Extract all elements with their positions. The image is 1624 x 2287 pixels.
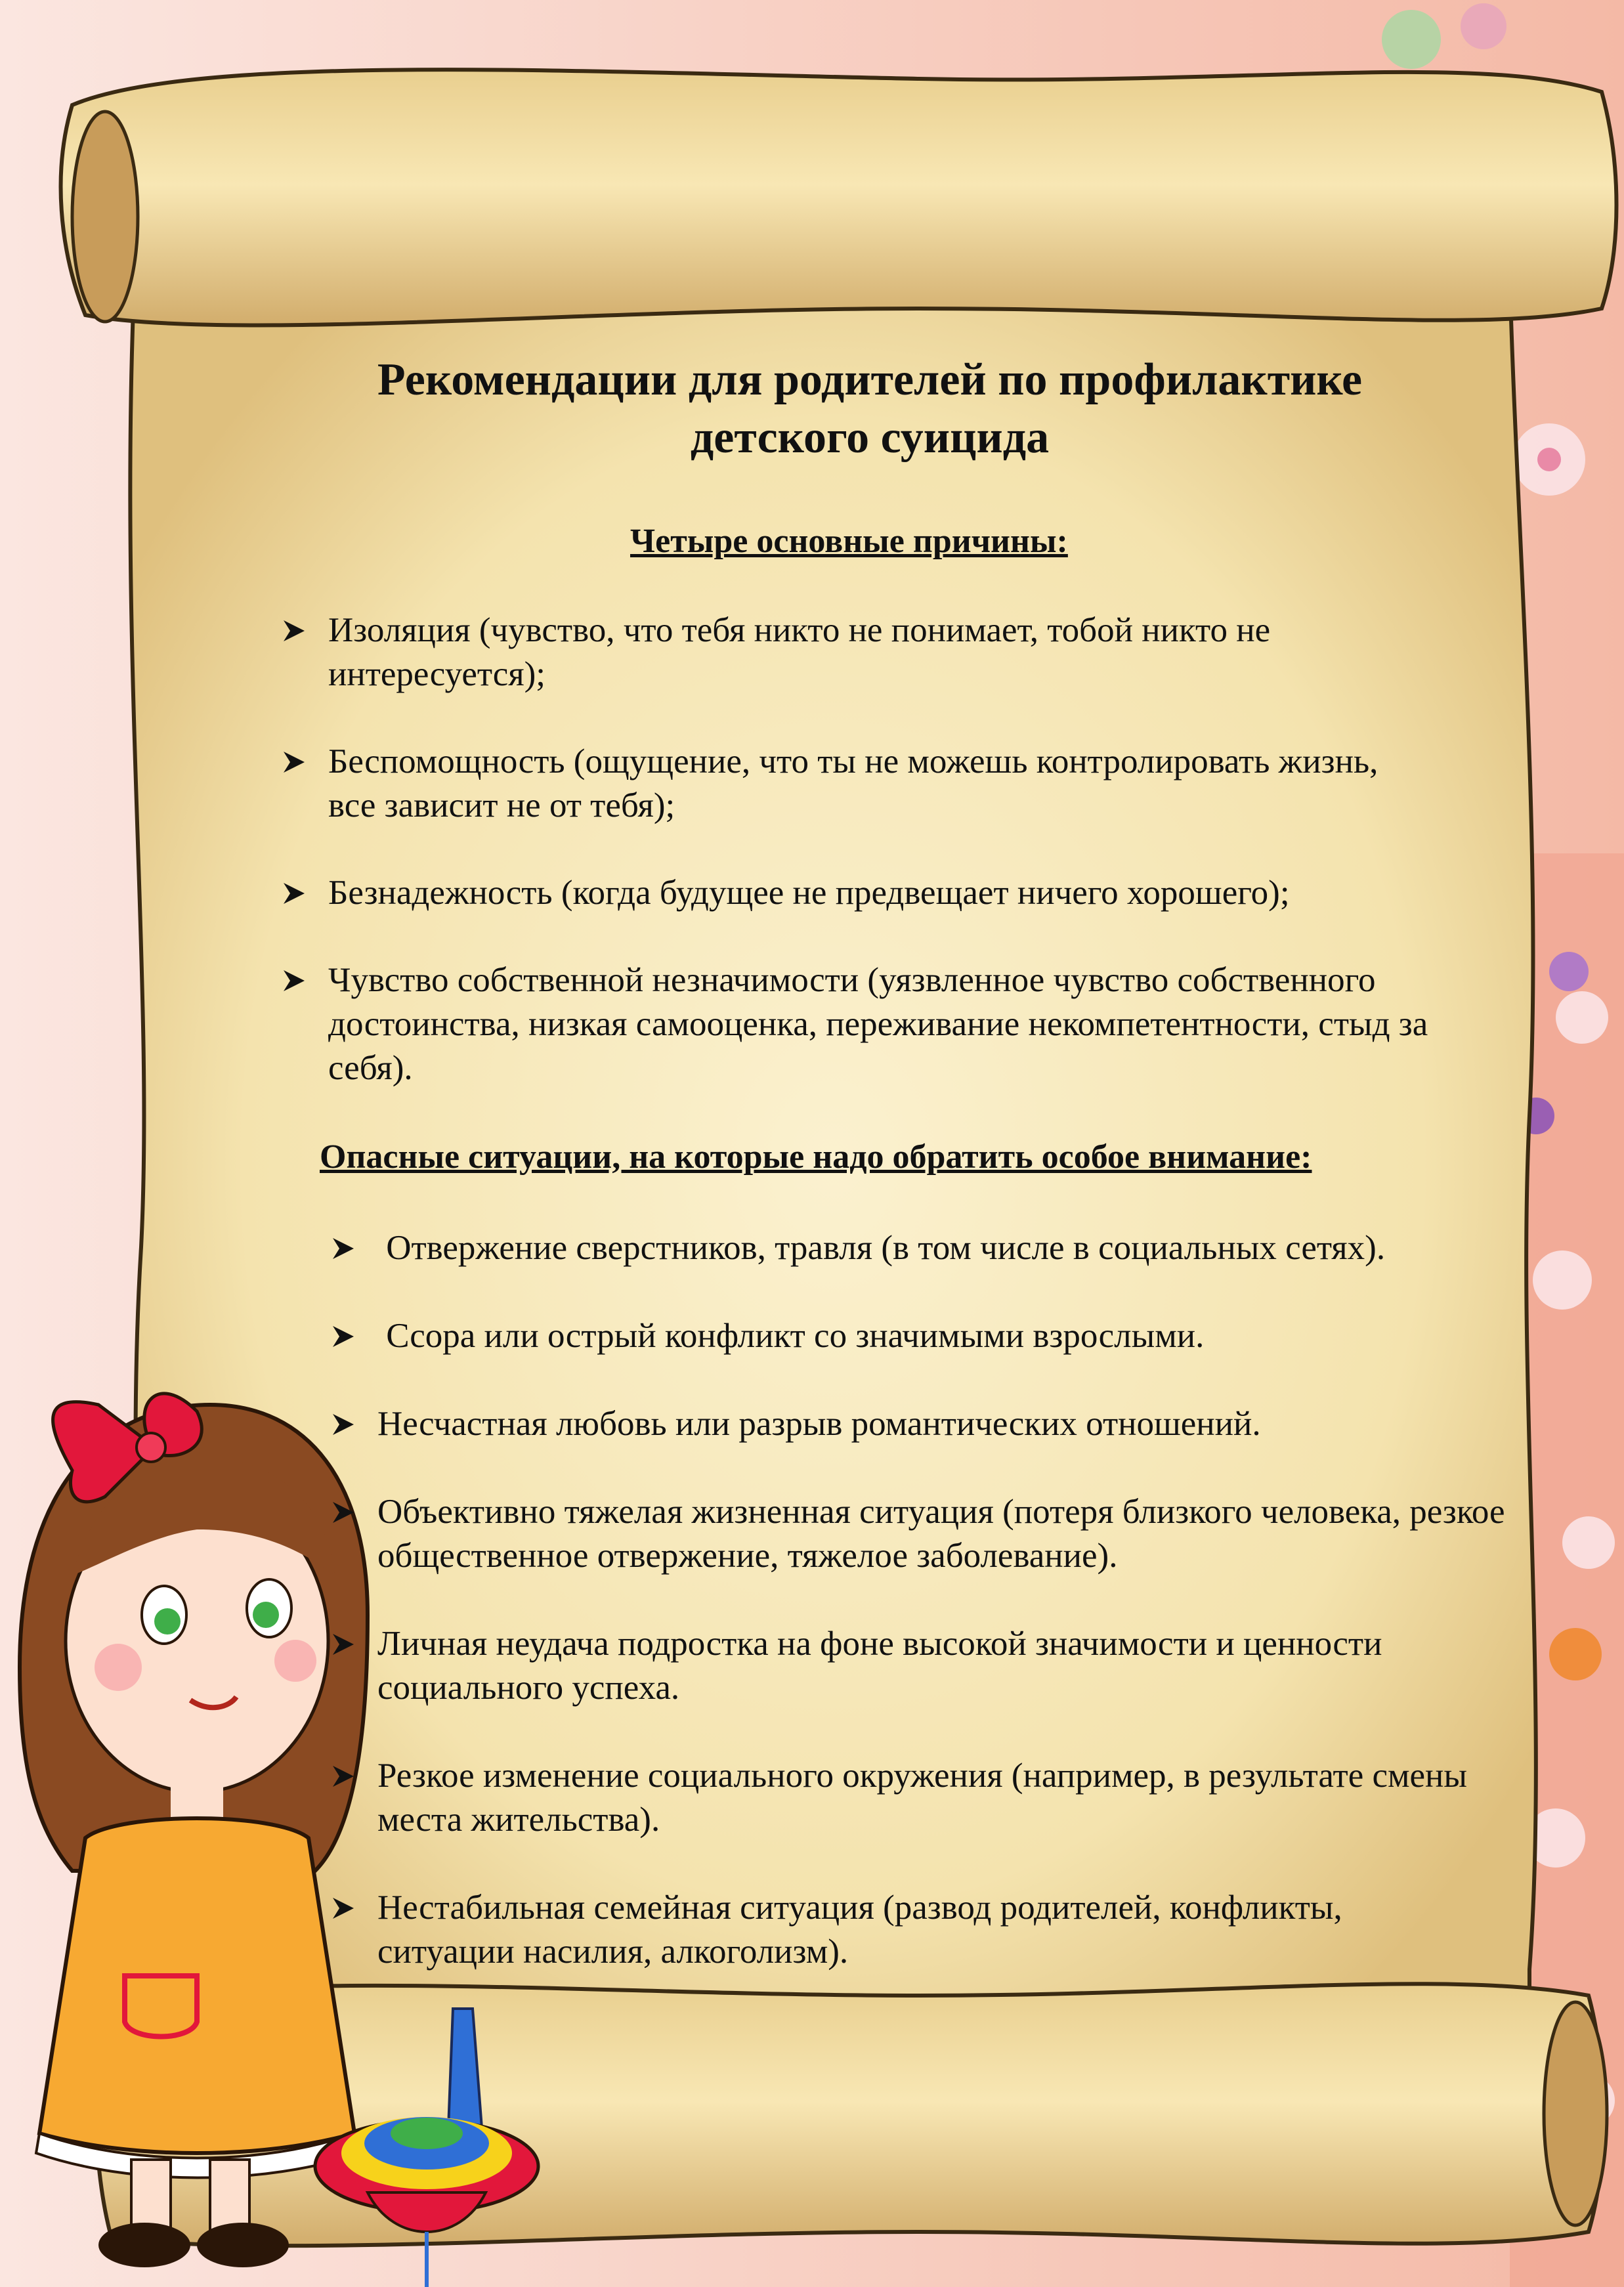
arrow-bullet-icon xyxy=(330,1895,356,1921)
list-item-text: Беспомощность (ощущение, что ты не можешь контролировать жизнь, все зависит не от тебя); xyxy=(328,742,1378,824)
list-item xyxy=(377,1622,1520,1710)
list-item-text: Отвержение сверстников, травля (в том числе в социальных сетях). xyxy=(377,1229,1386,1267)
list-item xyxy=(377,1226,1520,1270)
list-item xyxy=(377,1314,1520,1358)
arrow-bullet-icon xyxy=(330,1323,356,1350)
arrow-bullet-icon xyxy=(281,618,307,644)
list-item-text: Безнадежность (когда будущее не предвещает ничего хорошего); xyxy=(328,874,1290,912)
title-line-2: детского суицида xyxy=(690,412,1050,463)
arrow-bullet-icon xyxy=(281,968,307,994)
arrow-bullet-icon xyxy=(330,1411,356,1438)
list-item xyxy=(328,609,1510,696)
list-item-text: Изоляция (чувство, что тебя никто не понимает, тобой никто не интересуется); xyxy=(328,611,1271,693)
list-item xyxy=(328,871,1510,915)
causes-heading: Четыре основные причины: xyxy=(630,523,1068,560)
list-item xyxy=(377,1754,1520,1842)
arrow-bullet-icon xyxy=(330,1235,356,1262)
page-title xyxy=(249,351,1490,467)
title-line-1: Рекомендации для родителей по профилактике xyxy=(377,354,1363,405)
list-item-text: Резкое изменение социального окружения (например, в результате смены места жительства). xyxy=(377,1757,1468,1839)
list-item-text: Чувство собственной незначимости (уязвленное чувство собственного достоинства, низкая самооценка, переживание некомпетентности, стыд за себя). xyxy=(328,961,1428,1087)
causes-list xyxy=(328,609,1510,1090)
arrow-bullet-icon xyxy=(281,880,307,907)
list-item xyxy=(377,1402,1520,1446)
arrow-bullet-icon xyxy=(281,749,307,775)
list-item-text: Ссора или острый конфликт со значимыми взрослыми. xyxy=(377,1317,1205,1355)
list-item xyxy=(377,1886,1520,1974)
arrow-bullet-icon xyxy=(330,1499,356,1526)
arrow-bullet-icon xyxy=(330,1631,356,1657)
list-item-text: Объективно тяжелая жизненная ситуация (потеря близкого человека, резкое общественное отвержение, тяжелое заболевание). xyxy=(377,1493,1505,1575)
arrow-bullet-icon xyxy=(330,1763,356,1789)
list-item xyxy=(328,958,1510,1090)
list-item xyxy=(377,1490,1520,1578)
situations-list xyxy=(377,1226,1520,1974)
list-item xyxy=(328,740,1510,828)
list-item-text: Нестабильная семейная ситуация (развод родителей, конфликты, ситуации насилия, алкоголизм). xyxy=(377,1889,1342,1971)
list-item-text: Несчастная любовь или разрыв романтических отношений. xyxy=(377,1405,1261,1443)
situations-heading: Опасные ситуации, на которые надо обратить особое внимание: xyxy=(320,1138,1312,1176)
list-item-text: Личная неудача подростка на фоне высокой значимости и ценности социального успеха. xyxy=(377,1625,1382,1707)
